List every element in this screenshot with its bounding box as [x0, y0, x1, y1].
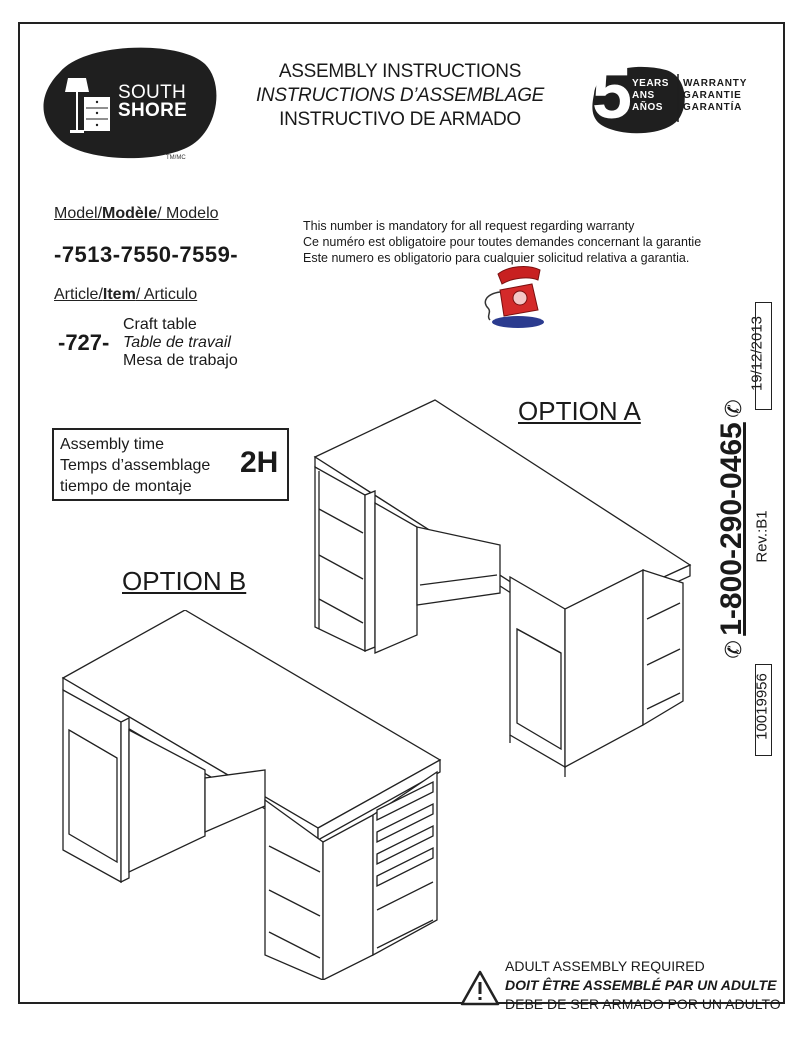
lamp-icon	[65, 78, 89, 92]
warranty-es: GARANTÍA	[683, 102, 743, 113]
side-phone-wrap	[712, 398, 752, 658]
warranty-number: 5	[592, 54, 633, 134]
title-en: ASSEMBLY INSTRUCTIONS	[278, 61, 522, 82]
model-label	[54, 205, 219, 223]
side-rev: Rev.:B1	[753, 510, 771, 563]
document-title	[250, 60, 550, 132]
warranty-en: WARRANTY	[683, 78, 748, 89]
article-description	[123, 316, 238, 370]
adult-assembly-warning	[505, 957, 781, 1014]
model-label-es: / Modelo	[157, 205, 219, 222]
article-label-en: Article/	[54, 286, 103, 303]
years-en: YEARS	[632, 78, 669, 89]
phone-icon-left: ✆	[721, 640, 746, 659]
article-label-es: / Articulo	[135, 286, 198, 303]
option-b-label: OPTION B	[122, 566, 247, 596]
notice-en: This number is mandatory for all request regarding warranty	[303, 219, 635, 233]
assembly-time-labels	[60, 434, 210, 497]
years-es: AÑOS	[632, 102, 663, 113]
logo-text	[118, 84, 187, 120]
warranty-labels	[683, 78, 747, 114]
trademark: TM/MC	[166, 155, 186, 161]
phone-icon-right: ✆	[721, 399, 746, 418]
title-es: INSTRUCTIVO DE ARMADO	[279, 109, 521, 130]
side-date-box	[755, 302, 772, 410]
years-fr: ANS	[632, 90, 655, 101]
side-code-box	[755, 664, 772, 756]
option-a-label: OPTION A	[518, 396, 641, 426]
title-fr: INSTRUCTIONS D’ASSEMBLAGE	[255, 85, 545, 106]
warning-icon	[460, 970, 500, 1006]
article-number: -727-	[58, 330, 110, 355]
telephone-icon	[478, 262, 550, 332]
notice-fr: Ce numéro est obligatoire pour toutes demandes concernant la garantie	[303, 235, 702, 249]
option-b-desk-illustration	[55, 610, 445, 980]
side-date: 19/12/2013	[748, 315, 766, 392]
mandatory-notice	[303, 218, 701, 266]
article-label-fr: Item	[102, 286, 136, 303]
logo-line1: SOUTH	[118, 82, 186, 103]
side-rev-wrap	[750, 500, 774, 580]
warning-en: ADULT ASSEMBLY REQUIRED	[505, 958, 705, 974]
model-label-fr: Modèle	[102, 205, 158, 222]
model-label-en: Model/	[54, 205, 103, 222]
logo-line2: SHORE	[118, 100, 188, 121]
warranty-years	[632, 78, 669, 114]
side-code: 10019956	[753, 673, 771, 740]
model-number: -7513-7550-7559-	[54, 242, 239, 267]
notice-es: Este numero es obligatorio para cualquier solicitud relativa a garantia.	[303, 251, 690, 265]
side-phone-row	[715, 399, 749, 659]
assembly-time-value: 2H	[240, 446, 279, 479]
desc-en: Craft table	[123, 316, 197, 333]
asm-en: Assembly time	[60, 436, 165, 453]
desc-fr: Table de travail	[123, 334, 231, 351]
asm-es: tiempo de montaje	[60, 478, 192, 495]
warning-fr: DOIT ÊTRE ASSEMBLÉ PAR UN ADULTE	[505, 977, 777, 993]
warning-es: DEBE DE SER ARMADO POR UN ADULTO	[505, 996, 781, 1012]
desc-es: Mesa de trabajo	[123, 352, 238, 369]
side-phone: 1-800-290-0465	[715, 422, 748, 636]
warranty-fr: GARANTIE	[683, 90, 742, 101]
article-label	[54, 286, 197, 304]
asm-fr: Temps d’assemblage	[60, 457, 211, 474]
